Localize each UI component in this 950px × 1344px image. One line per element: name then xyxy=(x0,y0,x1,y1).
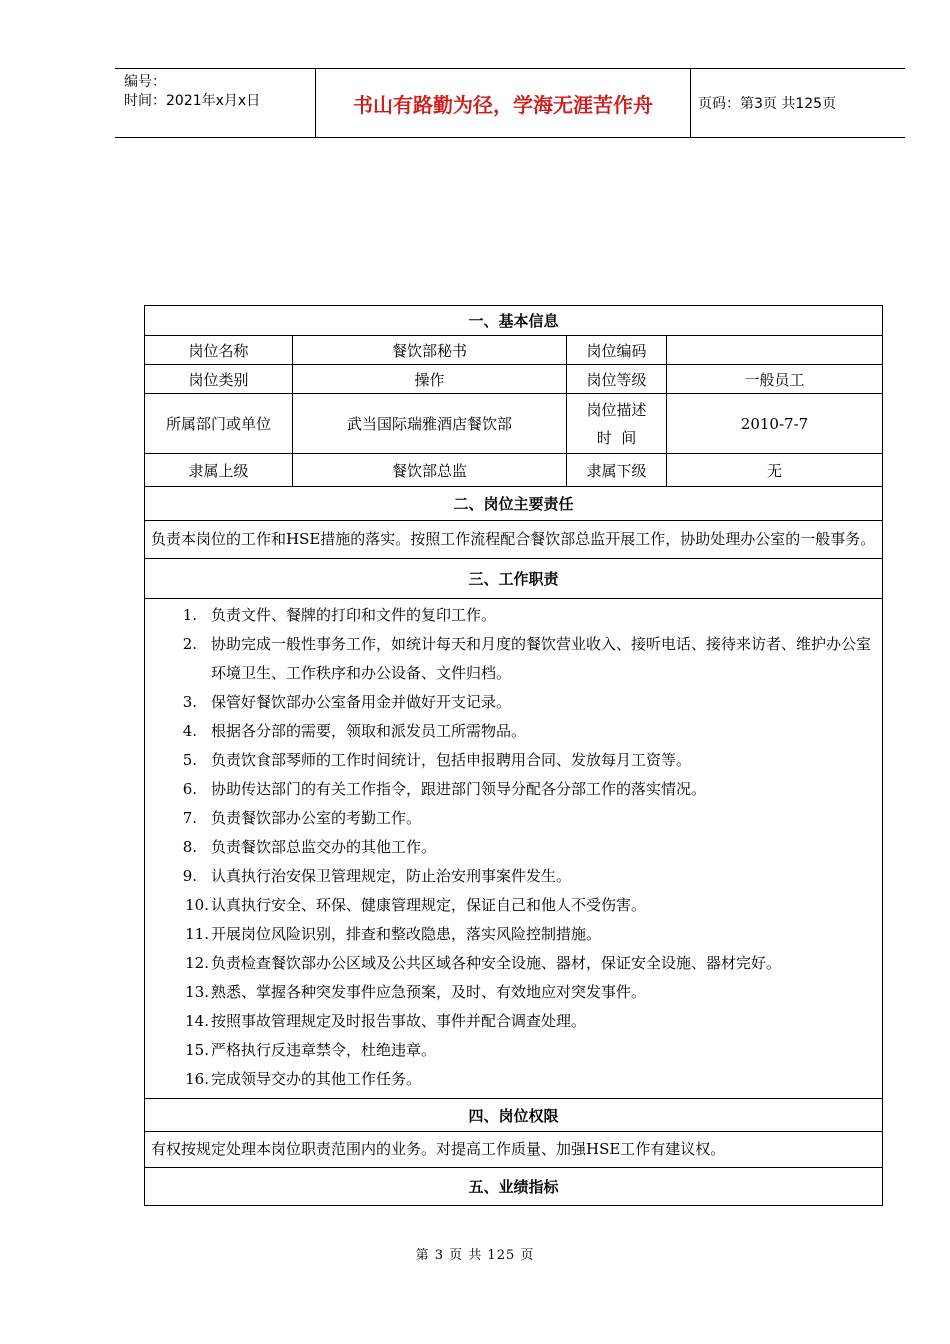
post-level-label: 岗位等级 xyxy=(567,365,667,394)
post-name-value: 餐饮部秘书 xyxy=(293,336,567,365)
duty-number: 8. xyxy=(182,838,197,856)
section-authority: 四、岗位权限 xyxy=(145,1099,883,1132)
duty-text: 开展岗位风险识别，排查和整改隐患，落实风险控制措施。 xyxy=(211,925,602,943)
time-label: 时间：2021年x月x日 xyxy=(124,93,261,109)
dept-value: 武当国际瑞雅酒店餐饮部 xyxy=(293,394,567,454)
page-header xyxy=(115,68,905,138)
section-basic-info: 一、基本信息 xyxy=(145,306,883,336)
duty-number: 4. xyxy=(182,722,197,740)
duty-item xyxy=(145,601,882,630)
section-kpi: 五、业绩指标 xyxy=(145,1168,883,1206)
duty-item xyxy=(145,804,882,833)
duty-number: 14. xyxy=(185,1012,209,1030)
duty-text: 认真执行安全、环保、健康管理规定，保证自己和他人不受伤害。 xyxy=(211,896,647,914)
duties-list xyxy=(145,599,883,1099)
duty-number: 3. xyxy=(182,693,197,711)
motto: 书山有路勤为径，学海无涯苦作舟 xyxy=(315,69,691,137)
page-footer: 第 3 页 共 125 页 xyxy=(415,1248,535,1263)
duty-text: 熟悉、掌握各种突发事件应急预案，及时、有效地应对突发事件。 xyxy=(211,983,647,1001)
duty-text: 协助传达部门的有关工作指令，跟进部门领导分配各分部工作的落实情况。 xyxy=(211,780,707,798)
duty-text: 负责检查餐饮部办公区域及公共区域各种安全设施、器材，保证安全设施、器材完好。 xyxy=(211,954,782,972)
duty-text: 负责饮食部琴师的工作时间统计，包括申报聘用合同、发放每月工资等。 xyxy=(211,751,692,769)
authority-text: 有权按规定处理本岗位职责范围内的业务。对提高工作质量、加强HSE工作有建议权。 xyxy=(145,1132,883,1168)
duty-text: 严格执行反违章禁令，杜绝违章。 xyxy=(211,1041,437,1059)
duty-item xyxy=(145,920,882,949)
duty-number: 5. xyxy=(182,751,197,769)
subordinate-value: 无 xyxy=(667,454,883,487)
code-label: 编号： xyxy=(124,74,166,90)
duty-text: 认真执行治安保卫管理规定，防止治安刑事案件发生。 xyxy=(211,867,572,885)
duty-number: 7. xyxy=(182,809,197,827)
post-code-label: 岗位编码 xyxy=(567,336,667,365)
duty-text: 保管好餐饮部办公室备用金并做好开支记录。 xyxy=(211,693,512,711)
post-level-value: 一般员工 xyxy=(667,365,883,394)
duty-number: 6. xyxy=(182,780,197,798)
duty-text: 完成领导交办的其他工作任务。 xyxy=(211,1070,422,1088)
post-code-value xyxy=(667,336,883,365)
duty-number: 16. xyxy=(185,1070,209,1088)
job-description-table xyxy=(144,305,883,1206)
duty-item xyxy=(145,949,882,978)
dept-label: 所属部门或单位 xyxy=(145,394,293,454)
duty-item xyxy=(145,978,882,1007)
duty-text: 根据各分部的需要，领取和派发员工所需物品。 xyxy=(211,722,527,740)
duty-number: 11. xyxy=(185,925,209,943)
duty-number: 12. xyxy=(185,954,209,972)
desc-time-label-line1: 岗位描述 xyxy=(586,400,647,419)
desc-time-value: 2010-7-7 xyxy=(667,394,883,454)
duty-item xyxy=(145,833,882,862)
duty-item xyxy=(145,746,882,775)
duty-number: 13. xyxy=(185,983,209,1001)
duty-item xyxy=(145,688,882,717)
responsibility-text: 负责本岗位的工作和HSE措施的落实。按照工作流程配合餐饮部总监开展工作，协助处理办公室的一般事务。 xyxy=(145,521,883,559)
duty-number: 2. xyxy=(182,635,197,653)
subordinate-label: 隶属下级 xyxy=(567,454,667,487)
duty-item xyxy=(145,1007,882,1036)
desc-time-label-line2: 时 间 xyxy=(596,428,637,447)
duty-number: 1. xyxy=(182,606,197,624)
duty-item xyxy=(145,630,882,688)
duty-number: 10. xyxy=(185,896,209,914)
section-duties: 三、工作职责 xyxy=(145,559,883,599)
duty-item xyxy=(145,1036,882,1065)
header-meta xyxy=(115,69,315,137)
post-name-label: 岗位名称 xyxy=(145,336,293,365)
duty-item xyxy=(145,717,882,746)
duty-item xyxy=(145,862,882,891)
duty-item xyxy=(145,1065,882,1094)
post-type-label: 岗位类别 xyxy=(145,365,293,394)
section-responsibility: 二、岗位主要责任 xyxy=(145,487,883,521)
superior-value: 餐饮部总监 xyxy=(293,454,567,487)
duty-text: 负责文件、餐牌的打印和文件的复印工作。 xyxy=(211,606,497,624)
duty-item xyxy=(145,775,882,804)
duty-text: 按照事故管理规定及时报告事故、事件并配合调查处理。 xyxy=(211,1012,587,1030)
page-number-label: 页码：第3页 共125页 xyxy=(698,96,837,112)
duty-number: 15. xyxy=(185,1041,209,1059)
duty-item xyxy=(145,891,882,920)
superior-label: 隶属上级 xyxy=(145,454,293,487)
duty-text: 负责餐饮部总监交办的其他工作。 xyxy=(211,838,437,856)
duty-items xyxy=(145,601,882,1094)
post-type-value: 操作 xyxy=(293,365,567,394)
duty-number: 9. xyxy=(182,867,197,885)
duty-text: 协助完成一般性事务工作，如统计每天和月度的餐饮营业收入、接听电话、接待来访者、维护办公室环境卫生、工作秩序和办公设备、文件归档。 xyxy=(211,635,872,682)
duty-text: 负责餐饮部办公室的考勤工作。 xyxy=(211,809,422,827)
desc-time-label xyxy=(567,394,667,454)
